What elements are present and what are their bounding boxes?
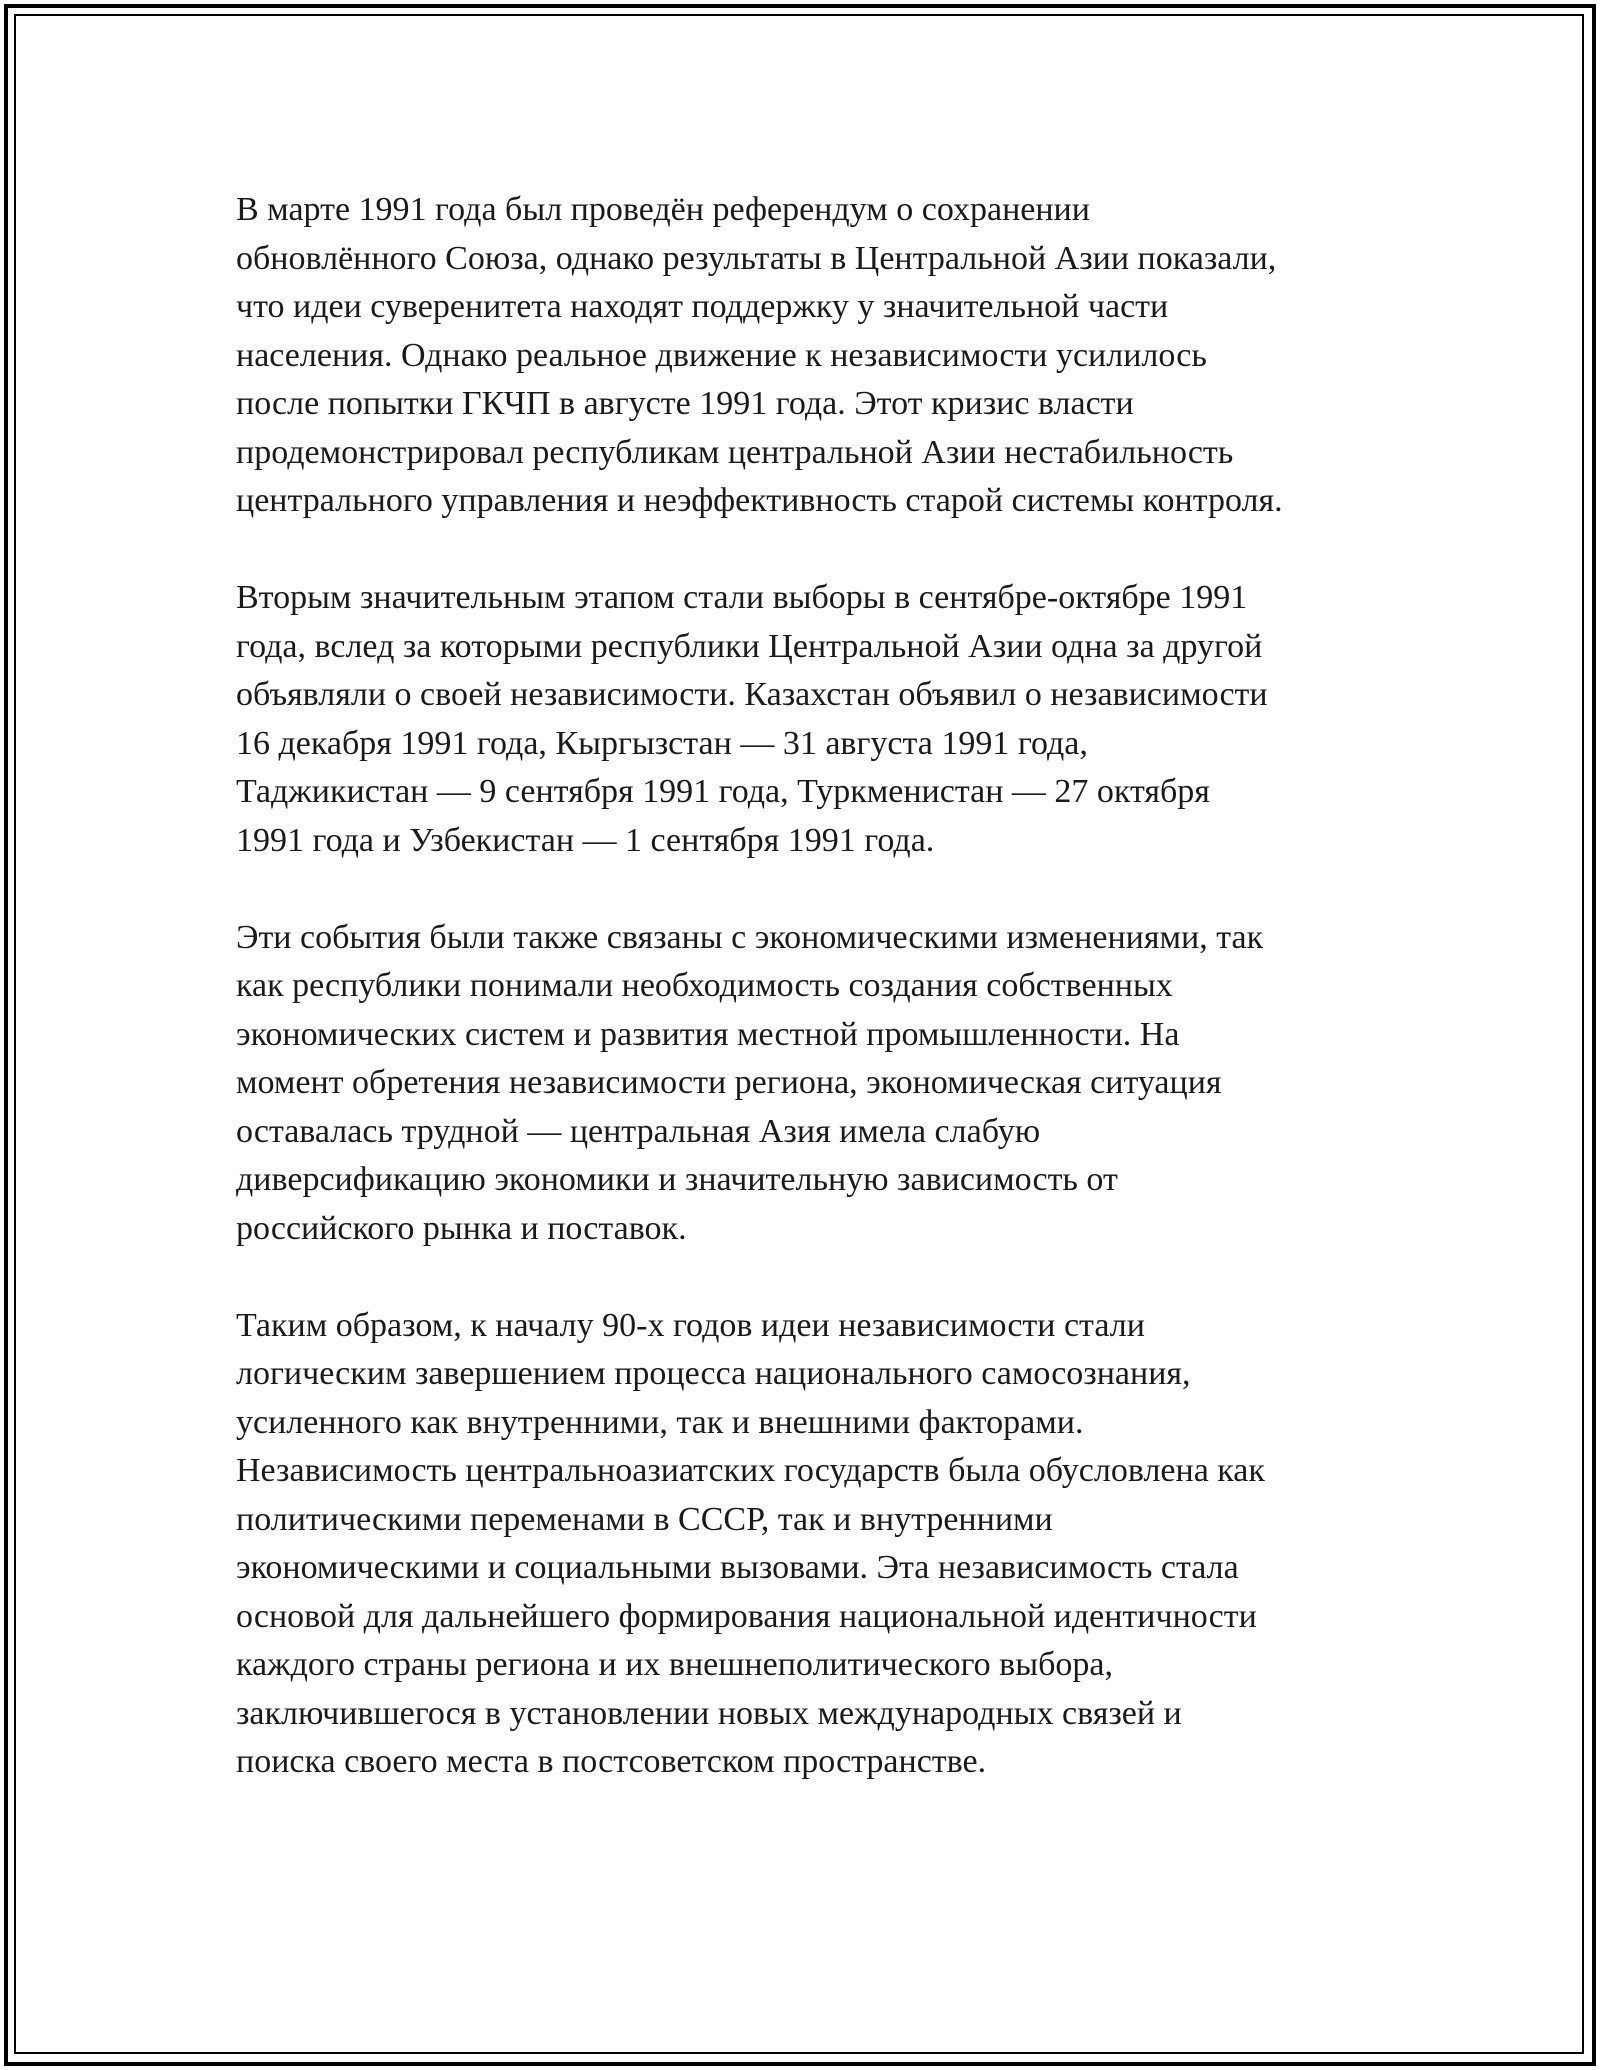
text-line: Независимость центральноазиатских государств была обусловлена как [236,1452,1265,1489]
text-line: обновлённого Союза, однако результаты в Центральной Азии показали, [236,239,1277,277]
paragraph-3 [236,914,1396,1254]
text-line: усиленного как внутренними, так и внешними факторами. [236,1403,1084,1441]
text-line: заключившегося в установлении новых международных связей и [236,1694,1182,1732]
text-line: экономических систем и развития местной промышленности. На [236,1015,1180,1053]
text-line: российского рынка и поставок. [236,1209,687,1247]
text-line: объявляли о своей независимости. Казахстан объявил о независимости [236,676,1268,713]
text-line: логическим завершением процесса национального самосознания, [236,1355,1191,1392]
text-line: экономическими и социальными вызовами. Эта независимость стала [236,1549,1239,1586]
text-line: центрального управления и неэффективность старой системы контроля. [236,482,1283,519]
text-line: что идеи суверенитета находят поддержку у значительной части [236,288,1169,325]
text-line: В марте 1991 года был проведён референдум о сохранении [236,191,1090,228]
text-line: основой для дальнейшего формирования национальной идентичности [236,1597,1257,1635]
text-line: оставалась трудной — центральная Азия имела слабую [236,1112,1041,1150]
text-line: Таджикистан — 9 сентября 1991 года, Туркменистан — 27 октября [236,773,1210,810]
text-line: Таким образом, к началу 90-х годов идеи независимости стали [236,1306,1145,1344]
text-line: населения. Однако реальное движение к независимости усилилось [236,336,1207,374]
text-line: Вторым значительным этапом стали выборы в сентябре-октябре 1991 [236,579,1248,616]
text-line: 1991 года и Узбекистан — 1 сентября 1991 года. [236,821,935,859]
paragraph-2 [236,574,1396,865]
text-line: года, вслед за которыми республики Центральной Азии одна за другой [236,627,1263,665]
text-line: продемонстрировал республикам центральной Азии нестабильность [236,433,1234,471]
text-line: поиска своего места в постсоветском пространстве. [236,1743,987,1780]
text-line: как республики понимали необходимость создания собственных [236,967,1173,1004]
document-body [236,186,1396,1835]
text-line: Эти события были также связаны с экономическими изменениями, так [236,918,1264,956]
text-line: 16 декабря 1991 года, Кыргызстан — 31 августа 1991 года, [236,724,1088,762]
paragraph-1 [236,186,1396,526]
text-line: после попытки ГКЧП в августе 1991 года. Этот кризис власти [236,385,1134,422]
paragraph-4 [236,1302,1396,1787]
text-line: диверсификацию экономики и значительную зависимость от [236,1161,1118,1198]
text-line: момент обретения независимости региона, экономическая ситуация [236,1064,1222,1101]
text-line: каждого страны региона и их внешнеполитического выбора, [236,1646,1113,1683]
text-line: политическими переменами в СССР, так и внутренними [236,1500,1053,1538]
